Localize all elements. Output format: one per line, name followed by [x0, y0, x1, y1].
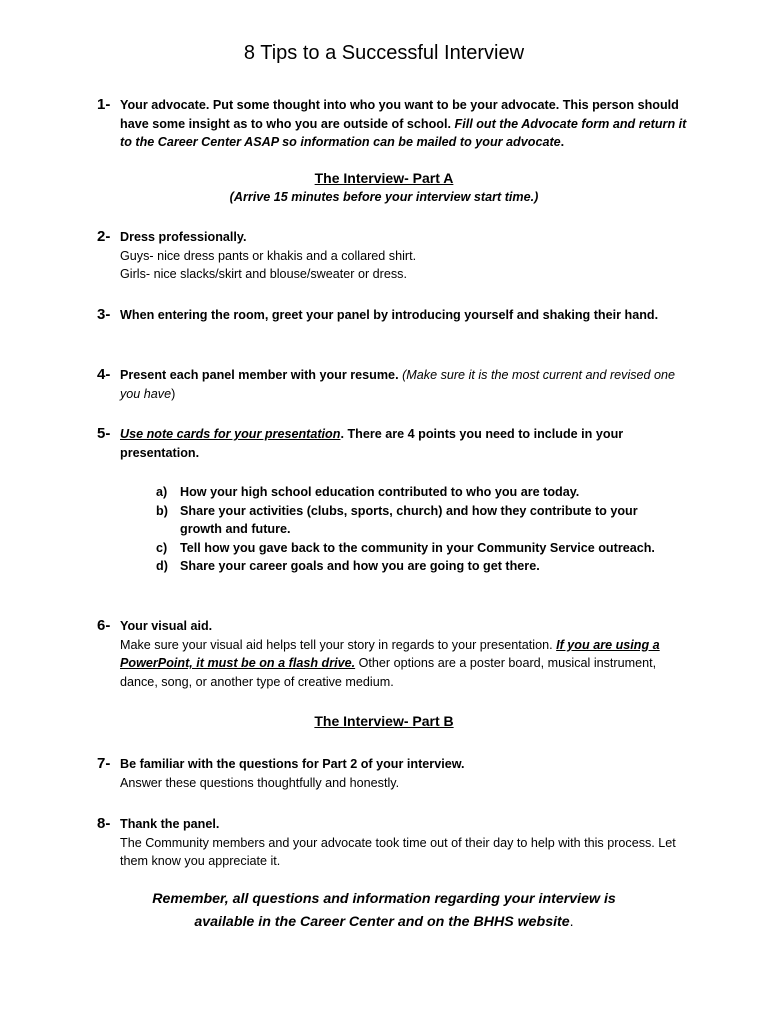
tip-1 [97, 96, 687, 152]
tip-6 [97, 617, 687, 691]
tip-lead: Use note cards for your presentation [120, 427, 341, 441]
tip-4 [97, 366, 687, 403]
list-item-text: Share your career goals and how you are going to get there. [180, 559, 540, 574]
tip-text: Make sure your visual aid helps tell your story in regards to your presentation. [120, 637, 557, 652]
tip-lead: Present each panel member with your resume. [120, 368, 399, 382]
list-item-text: Share your activities (clubs, sports, church) and how they contribute to your growth and future. [180, 503, 638, 537]
tip-paragraph [120, 636, 687, 692]
closing-line-1: Remember, all questions and information regarding your interview is [152, 891, 616, 907]
tip-body [120, 96, 687, 152]
section-heading-part-a: The Interview- Part A [314, 170, 454, 186]
tip-7 [97, 755, 687, 792]
list-item [156, 557, 676, 576]
tip-number: 3- [97, 306, 111, 323]
tip-italic-text: (Make sure it is the most current and revised one you have [120, 368, 676, 401]
list-item [156, 483, 676, 502]
presentation-points-list [156, 483, 676, 576]
section-subheading-part-a: (Arrive 15 minutes before your interview start time.) [229, 190, 539, 204]
tip-body [120, 425, 687, 462]
tip-line: Girls- nice slacks/skirt and blouse/sweater or dress. [120, 267, 407, 282]
tip-end: ) [171, 386, 176, 401]
tip-number: 4- [97, 366, 111, 383]
section-heading-part-b: The Interview- Part B [314, 713, 454, 729]
tip-number: 2- [97, 228, 111, 245]
tip-emphasis: If you are using a PowerPoint, it must be on a flash drive. [120, 637, 660, 671]
tip-lead: Be familiar with the questions for Part 2 of your interview. [120, 757, 465, 771]
tip-text: Other options are a poster board, musical instrument, dance, song, or another type of creative medium. [120, 656, 657, 689]
list-item-text: How your high school education contributed to who you are today. [180, 485, 580, 499]
tip-body [120, 228, 687, 284]
closing-line-2 [0, 911, 768, 934]
tip-lead: Your visual aid. [120, 619, 213, 633]
tip-body [120, 815, 687, 871]
closing-note [0, 888, 768, 934]
tip-line: Answer these questions thoughtfully and honestly. [120, 775, 400, 790]
tip-lead: Thank the panel. [120, 817, 220, 831]
tip-5 [97, 425, 687, 462]
tip-lead: Your advocate. [120, 98, 210, 112]
list-item-text: Tell how you gave back to the community in your Community Service outreach. [180, 540, 655, 555]
tip-8 [97, 815, 687, 871]
tip-text: Put some thought into who you want to be your advocate. This person should have some insight as to who you are outside of school. [120, 98, 679, 131]
list-item-letter: a) [156, 485, 168, 499]
tip-line: The Community members and your advocate took time out of their day to help with this process. Let them know you appreciate it. [120, 835, 676, 869]
tip-line: Guys- nice dress pants or khakis and a collared shirt. [120, 248, 417, 263]
list-item [156, 539, 676, 558]
list-item-letter: b) [156, 503, 168, 518]
tip-body [120, 755, 687, 792]
tip-number: 1- [97, 96, 111, 113]
tip-end: . [560, 135, 565, 150]
tip-2 [97, 228, 687, 284]
tip-lead: Dress professionally. [120, 230, 247, 244]
tip-3 [97, 306, 687, 325]
list-item [156, 502, 676, 539]
tip-number: 5- [97, 425, 111, 442]
closing-end: . [569, 914, 574, 930]
list-item-letter: d) [156, 559, 168, 574]
list-item-letter: c) [156, 540, 168, 555]
tip-lead: When entering the room, greet your panel by introducing yourself and shaking their hand. [120, 308, 659, 322]
tip-text: . There are 4 points you need to include in your presentation. [120, 427, 624, 460]
tip-body [120, 366, 687, 403]
tip-number: 6- [97, 617, 111, 634]
page-title: 8 Tips to a Successful Interview [243, 42, 525, 64]
closing-text: available in the Career Center and on the BHHS website [194, 914, 570, 930]
tip-body [120, 617, 687, 691]
tip-number: 7- [97, 755, 111, 772]
tip-italic-text: Fill out the Advocate form and return it to the Career Center ASAP so information can be mailed to your advocate [120, 116, 687, 150]
tip-number: 8- [97, 815, 111, 832]
